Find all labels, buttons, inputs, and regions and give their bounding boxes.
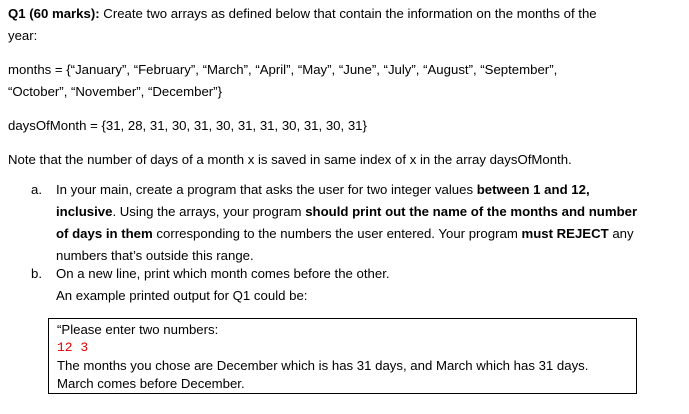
output-result: The months you chose are December which is has 31 days, and March which has 31 days. — [57, 358, 589, 373]
task-b-body — [56, 266, 656, 310]
task-a-emphasis: of days in them — [56, 226, 153, 241]
output-user-input: 12 3 — [57, 340, 89, 355]
task-b-line-2: An example printed output for Q1 could be: — [56, 288, 308, 303]
task-a-text: any — [608, 226, 634, 241]
months-array-line-1: months = {“January”, “February”, “March”, “April”, “May”, “June”, “July”, “August”, “September”, — [8, 62, 558, 77]
task-a-emphasis: should print out the name of the months and number — [305, 204, 638, 219]
example-output-box — [48, 318, 637, 394]
task-a-emphasis: must REJECT — [521, 226, 609, 241]
task-a-text: . Using the arrays, your program — [112, 204, 306, 219]
output-order: March comes before December. — [57, 376, 245, 391]
note-text: Note that the number of days of a month x is saved in same index of x in the array daysOfMonth. — [8, 152, 572, 167]
days-of-month-array: daysOfMonth = {31, 28, 31, 30, 31, 30, 31, 31, 30, 31, 30, 31} — [8, 118, 367, 133]
task-a-line-2 — [56, 204, 656, 226]
task-a-line-3 — [56, 226, 656, 248]
task-a-text: corresponding to the numbers the user entered. Your program — [152, 226, 522, 241]
task-a-text: In your main, create a program that asks the user for two integer values — [56, 182, 477, 197]
task-b-marker: b. — [31, 266, 42, 281]
task-a-body — [56, 182, 656, 270]
question-label: Q1 (60 marks): — [8, 6, 100, 21]
task-a-marker: a. — [31, 182, 42, 197]
task-a-text: numbers that’s outside this range. — [56, 248, 254, 263]
question-intro: Create two arrays as defined below that contain the information on the months of the — [99, 6, 597, 21]
output-prompt: “Please enter two numbers: — [57, 322, 219, 337]
task-b-line-1: On a new line, print which month comes before the other. — [56, 266, 390, 281]
task-a-line-1 — [56, 182, 656, 204]
question-heading — [8, 6, 597, 22]
task-a-emphasis: between 1 and 12, — [476, 182, 590, 197]
months-array-line-2: “October”, “November”, “December”} — [8, 84, 222, 99]
question-intro-continued: year: — [8, 28, 38, 43]
task-a-emphasis: inclusive — [56, 204, 113, 219]
